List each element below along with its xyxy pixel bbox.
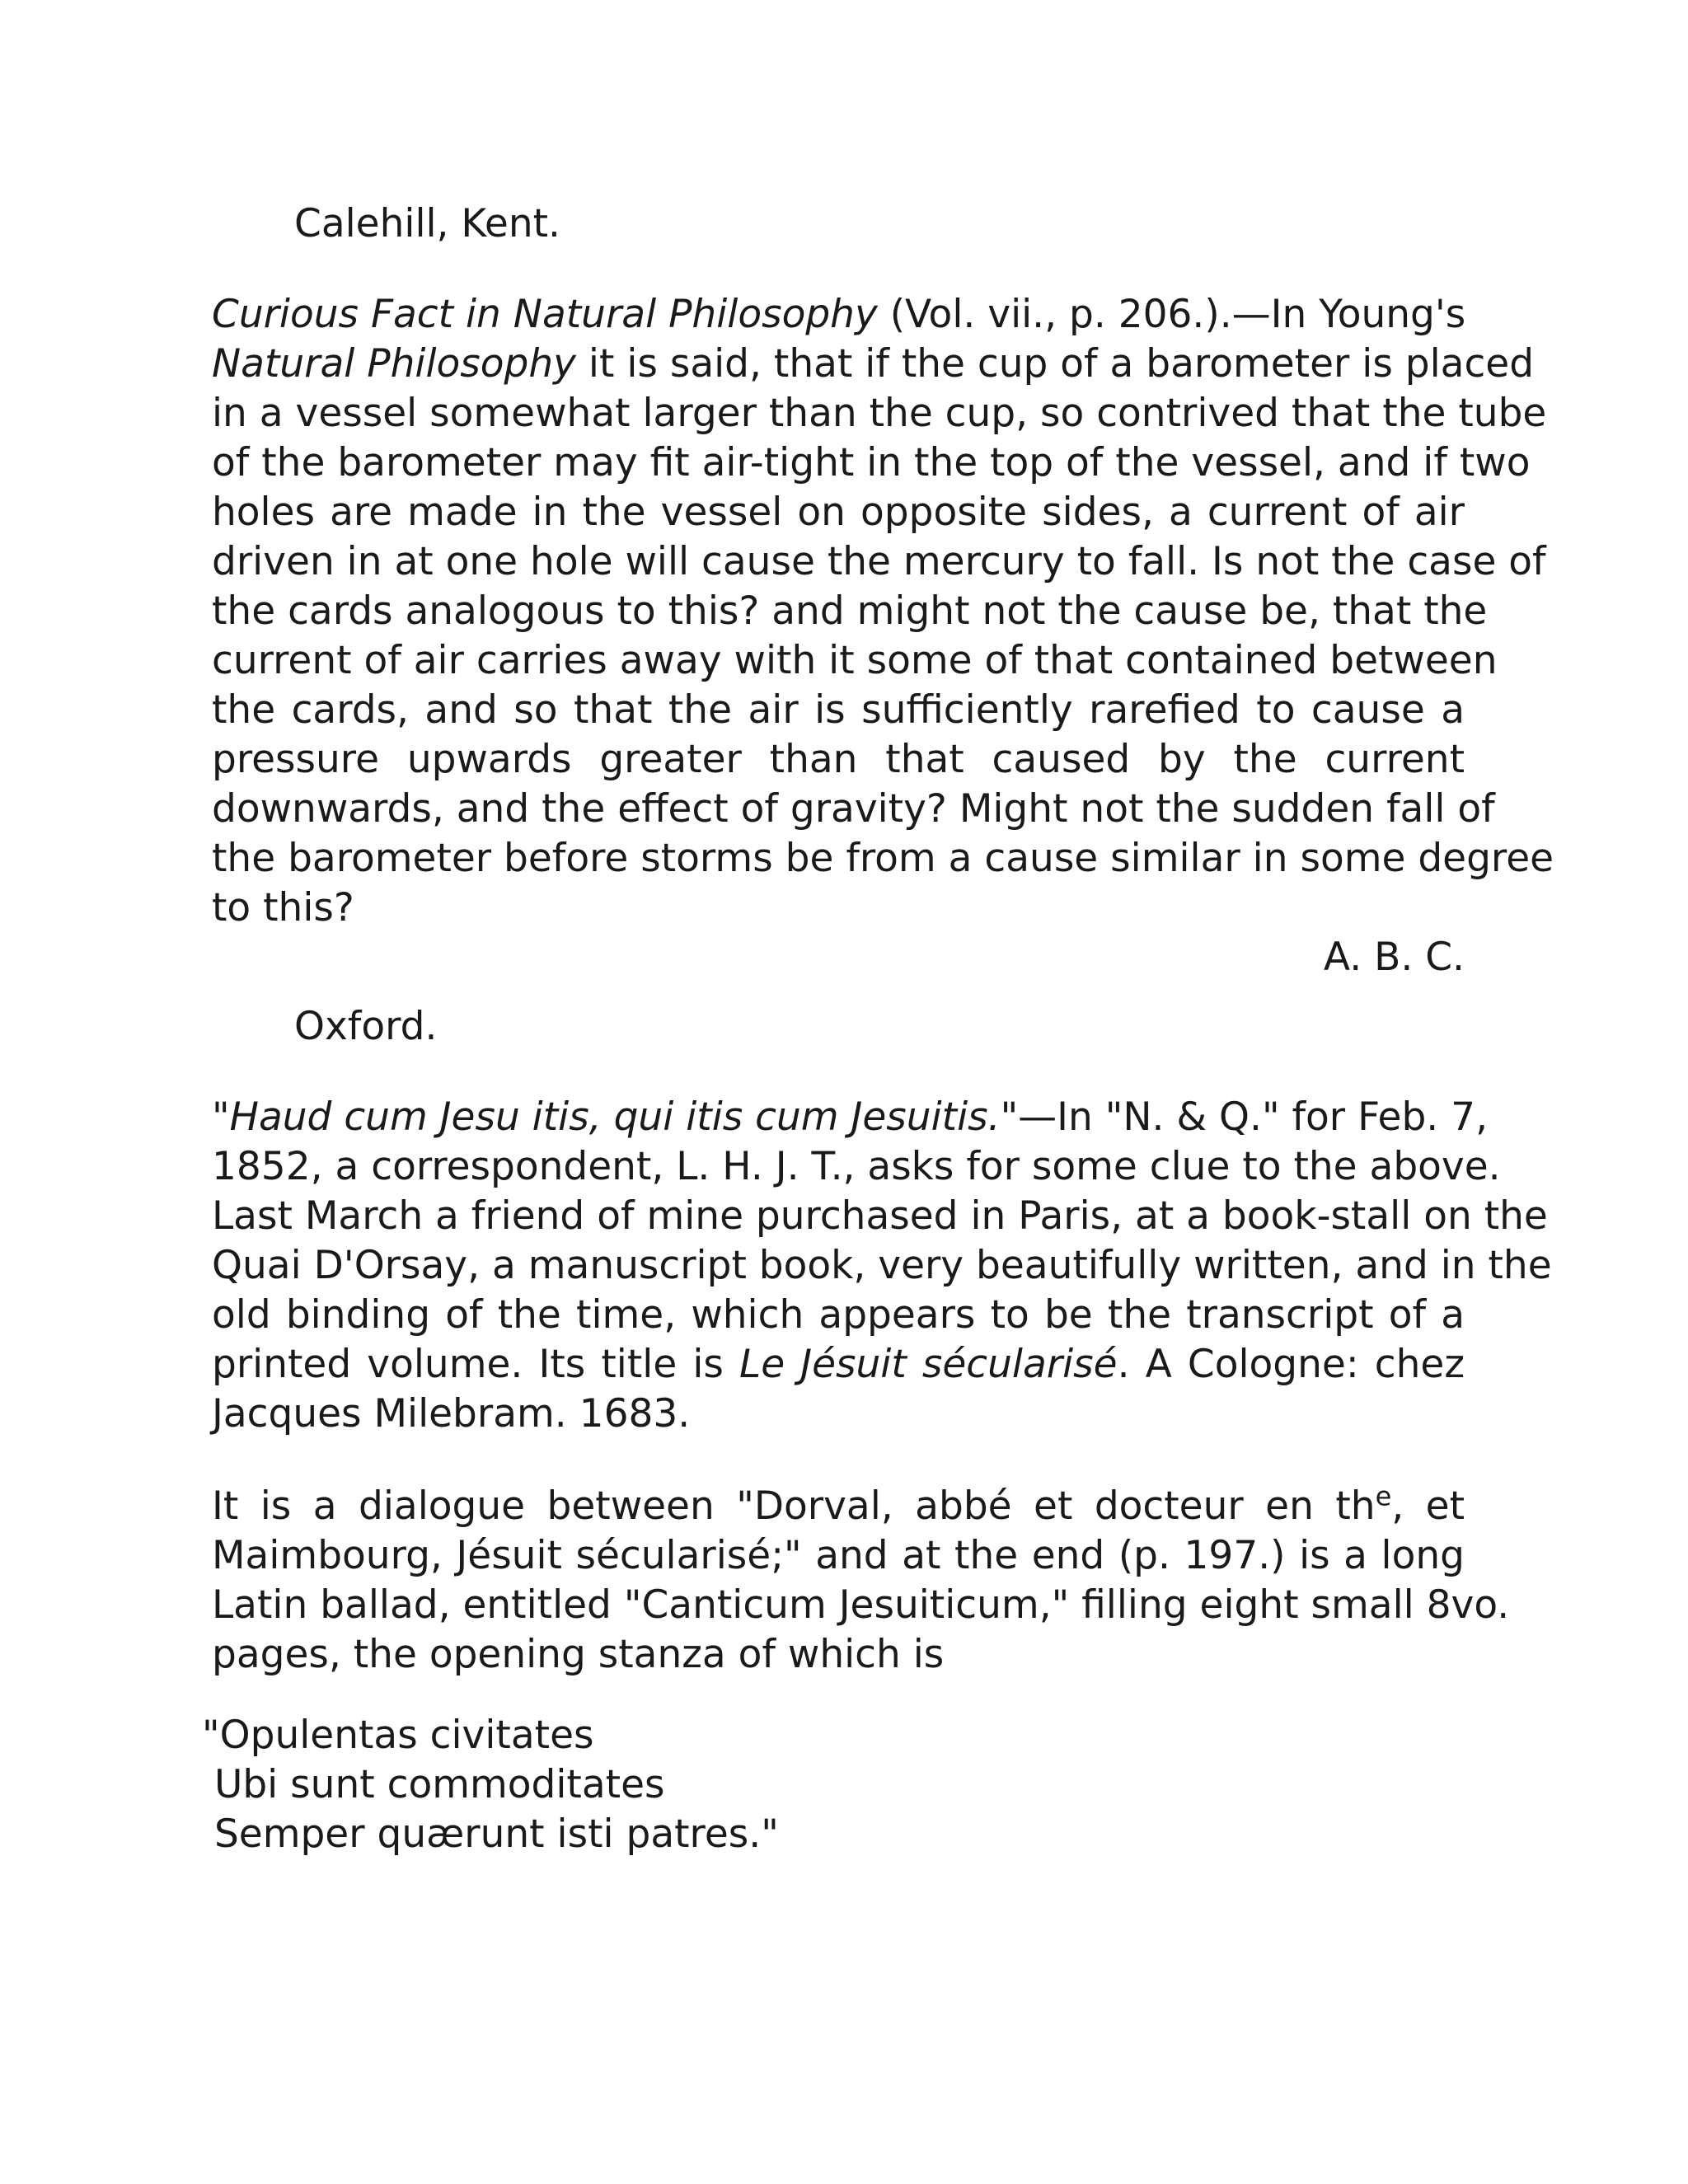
body-line: Maimbourg, Jésuit sécularisé;" and at the end (p. 197.) is a long <box>212 1533 1465 1578</box>
author-signature: A. B. C. <box>1323 935 1465 980</box>
body-line: in a vessel somewhat larger than the cup, so contrived that the tube <box>212 391 1547 436</box>
body-line: driven in at one hole will cause the mercury to fall. Is not the case of <box>212 539 1546 584</box>
body-line: pressure upwards greater than that caused by the current <box>212 737 1465 782</box>
body-line: Latin ballad, entitled "Canticum Jesuiticum," filling eight small 8vo. <box>212 1582 1510 1628</box>
body-line: to this? <box>212 885 354 930</box>
body-line: the barometer before storms be from a cause similar in some degree <box>212 836 1554 881</box>
body-line: of the barometer may fit air-tight in the top of the vessel, and if two <box>212 440 1531 485</box>
book-title: Le Jésuit sécularisé <box>739 1342 1118 1387</box>
body-line: Quai D'Orsay, a manuscript book, very beautifully written, and in the <box>212 1243 1552 1288</box>
verse-line: Semper quærunt isti patres." <box>202 1811 779 1857</box>
article-heading-line: "Haud cum Jesu itis, qui itis cum Jesuitis."—In "N. & Q." for Feb. 7, <box>212 1094 1489 1140</box>
body-line: It is a dialogue between "Dorval, abbé et docteur en $th^e$, et <box>212 1480 1465 1529</box>
body-line: Last March a friend of mine purchased in Paris, at a book-stall on the <box>212 1193 1548 1239</box>
body-line: pages, the opening stanza of which is <box>212 1632 945 1677</box>
body-line: Jacques Milebram. 1683. <box>212 1391 691 1436</box>
article-jesuitis <box>212 1093 1552 1439</box>
verse-stanza <box>202 1711 779 1859</box>
body-line: holes are made in the vessel on opposite sides, a current of air <box>212 490 1465 535</box>
body-line: Natural Philosophy it is said, that if the cup of a barometer is placed <box>212 341 1535 387</box>
signoff-place: Oxford. <box>294 1004 438 1049</box>
article-reference: "—In "N. & Q." for Feb. 7, <box>1000 1094 1489 1140</box>
verse-line: Ubi sunt commoditates <box>202 1762 665 1807</box>
body-line: printed volume. Its title is Le Jésuit sécularisé. A Cologne: chez <box>212 1342 1465 1387</box>
body-line: the cards analogous to this? and might not the cause be, that the <box>212 588 1488 634</box>
body-line: old binding of the time, which appears to be the transcript of a <box>212 1292 1465 1338</box>
body-line: downwards, and the effect of gravity? Might not the sudden fall of <box>212 786 1495 832</box>
body-line: current of air carries away with it some of that contained between <box>212 638 1498 683</box>
verse-line: "Opulentas civitates <box>202 1713 594 1758</box>
article-curious-fact <box>212 290 1554 982</box>
article-reference: (Vol. vii., p. 206.).—In Young's <box>877 292 1466 337</box>
article-title: Haud cum Jesu itis, qui itis cum Jesuitis. <box>229 1094 1001 1140</box>
article-heading-line <box>212 290 1465 340</box>
book-title: Natural Philosophy <box>212 341 576 387</box>
signoff-place: Calehill, Kent. <box>294 201 560 246</box>
article-jesuitis-paragraph-2 <box>212 1480 1510 1680</box>
article-title: Curious Fact in Natural Philosophy <box>212 292 878 337</box>
body-line: 1852, a correspondent, L. H. J. T., asks for some clue to the above. <box>212 1144 1501 1189</box>
body-line: the cards, and so that the air is sufficiently rarefied to cause a <box>212 687 1465 733</box>
